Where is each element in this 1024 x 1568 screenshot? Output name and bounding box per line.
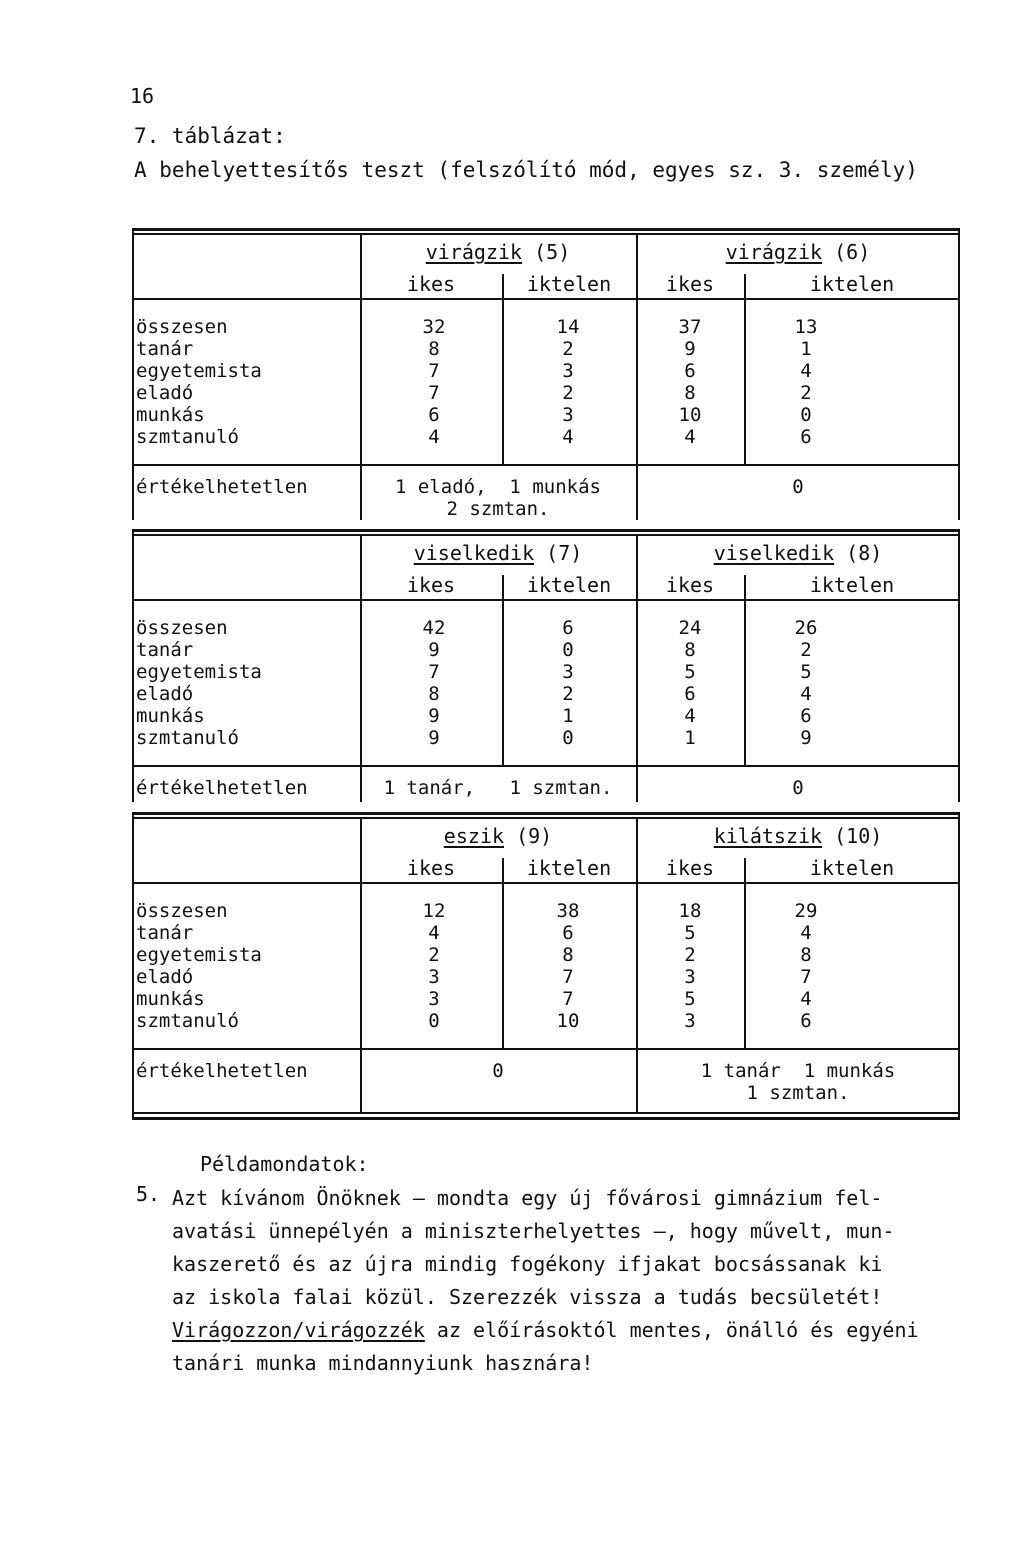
verb-number: (9) [516,824,553,848]
table-rule [132,599,960,601]
table-divider [502,575,504,765]
table-cell: 1 [562,705,574,727]
column-group-header [636,240,960,264]
table-cell: 0 [562,639,574,661]
table-cell: 7 [562,988,574,1010]
table-cell: 3 [684,1010,696,1032]
table-cell: 42 [422,617,446,639]
table-border [132,817,960,819]
table-cell: 8 [684,639,696,661]
table-cell: 4 [428,426,440,448]
table-cell: 6 [428,404,440,426]
table-cell: 6 [800,705,812,727]
row-label: szmtanuló [136,426,239,448]
verb-name: viselkedik [413,541,535,565]
examples-heading: Példamondatok: [200,1152,369,1176]
example-underlined-phrase: Virágozzon/virágozzék [172,1318,425,1342]
table-cell: 24 [678,617,702,639]
column-group-header [636,824,960,848]
table-cell: 7 [562,966,574,988]
row-label: tanár [136,338,194,360]
table-cell: 2 [428,944,440,966]
table-cell: 8 [428,683,440,705]
table-border [132,529,960,532]
table-rule [132,765,960,767]
table-cell: 32 [422,316,446,338]
table-cell: 2 [684,944,696,966]
table-cell: 9 [428,639,440,661]
row-label: összesen [136,617,228,639]
table-border [132,1112,960,1114]
column-group-header [360,240,636,264]
table-rule [132,464,960,466]
column-group-header [360,824,636,848]
row-label: eladó [136,382,194,404]
table-divider [502,858,504,1048]
verb-name: virágzik [425,240,523,264]
table-cell: 7 [428,661,440,683]
row-label: szmtanuló [136,1010,239,1032]
table-cell: 38 [556,900,580,922]
table-cell: 3 [684,966,696,988]
table-cell: 6 [562,617,574,639]
table-divider [744,274,746,464]
table-border [132,1112,134,1120]
table-cell: 3 [562,404,574,426]
table-divider [502,274,504,464]
table-cell: 9 [684,338,696,360]
table-title: A behelyettesítős teszt (felszólító mód, egyes sz. 3. személy) [134,158,918,182]
table-border [132,1117,960,1120]
table-rule [132,298,960,300]
column-header-iktelen: iktelen [526,856,612,880]
table-cell: 8 [684,382,696,404]
table-cell: 4 [800,988,812,1010]
unevaluable-value-a: 1 tanár, 1 szmtan. [383,777,613,799]
row-label: eladó [136,683,194,705]
table-cell: 9 [428,705,440,727]
table-cell: 3 [562,661,574,683]
table-cell: 5 [684,988,696,1010]
unevaluable-value-b: 1 tanár 1 munkás [700,1060,896,1082]
table-border [958,529,960,802]
column-header-iktelen: iktelen [526,573,612,597]
table-cell: 1 [800,338,812,360]
row-label: egyetemista [136,661,262,683]
unevaluable-label: értékelhetetlen [136,1060,308,1082]
table-cell: 5 [800,661,812,683]
column-header-iktelen: iktelen [809,856,895,880]
row-label: tanár [136,922,194,944]
column-group-header [360,541,636,565]
row-label: munkás [136,988,205,1010]
unevaluable-value-b: 1 szmtan. [746,1082,850,1104]
column-header-iktelen: iktelen [809,573,895,597]
example-line: Azt kívánom Önöknek — mondta egy új fővárosi gimnázium fel- [172,1186,883,1210]
table-cell: 4 [800,360,812,382]
table-cell: 4 [800,683,812,705]
row-label: összesen [136,316,228,338]
table-cell: 2 [562,382,574,404]
table-rule [132,882,960,884]
example-line: avatási ünnepélyén a miniszterhelyettes —, hogy művelt, mun- [172,1219,895,1243]
table-border [132,228,134,520]
table-cell: 6 [800,426,812,448]
verb-number: (7) [546,541,583,565]
table-cell: 3 [428,966,440,988]
table-border [132,228,960,231]
table-rule [132,1048,960,1050]
column-header-ikes: ikes [406,856,456,880]
table-cell: 2 [562,683,574,705]
column-header-ikes: ikes [406,272,456,296]
verb-name: virágzik [725,240,823,264]
table-divider [744,858,746,1048]
table-border [132,812,960,815]
column-header-iktelen: iktelen [809,272,895,296]
table-cell: 4 [800,922,812,944]
table-cell: 26 [794,617,818,639]
table-cell: 6 [684,683,696,705]
table-cell: 6 [800,1010,812,1032]
unevaluable-label: értékelhetetlen [136,476,308,498]
row-label: egyetemista [136,944,262,966]
row-label: tanár [136,639,194,661]
table-cell: 3 [428,988,440,1010]
table-cell: 4 [684,426,696,448]
table-cell: 6 [562,922,574,944]
table-border [132,534,960,536]
row-label: szmtanuló [136,727,239,749]
column-header-ikes: ikes [406,573,456,597]
table-cell: 0 [428,1010,440,1032]
table-cell: 9 [800,727,812,749]
table-border [132,529,134,802]
table-cell: 7 [428,382,440,404]
table-cell: 2 [562,338,574,360]
table-cell: 18 [678,900,702,922]
table-cell: 7 [428,360,440,382]
table-cell: 14 [556,316,580,338]
table-cell: 2 [800,382,812,404]
row-label: munkás [136,705,205,727]
row-label: összesen [136,900,228,922]
column-group-header [636,541,960,565]
verb-name: eszik [443,824,505,848]
example-line: kaszerető és az újra mindig fogékony ifjakat bocsássanak ki [172,1252,883,1276]
table-cell: 37 [678,316,702,338]
row-label: egyetemista [136,360,262,382]
column-header-iktelen: iktelen [526,272,612,296]
column-header-ikes: ikes [665,573,715,597]
verb-name: kilátszik [713,824,823,848]
unevaluable-value-b: 0 [792,476,804,498]
verb-number: (8) [846,541,883,565]
row-label: eladó [136,966,194,988]
verb-number: (6) [834,240,871,264]
page-number: 16 [130,84,155,108]
table-cell: 13 [794,316,818,338]
table-cell: 29 [794,900,818,922]
table-cell: 5 [684,922,696,944]
table-cell: 0 [800,404,812,426]
table-cell: 8 [800,944,812,966]
table-cell: 4 [428,922,440,944]
table-cell: 0 [562,727,574,749]
verb-number: (5) [534,240,571,264]
table-cell: 6 [684,360,696,382]
table-border [132,812,134,1112]
unevaluable-value-b: 0 [792,777,804,799]
table-cell: 4 [562,426,574,448]
unevaluable-label: értékelhetetlen [136,777,308,799]
table-cell: 8 [428,338,440,360]
table-cell: 9 [428,727,440,749]
unevaluable-value-a: 1 eladó, 1 munkás [395,476,601,498]
verb-name: viselkedik [713,541,835,565]
column-header-ikes: ikes [665,856,715,880]
unevaluable-value-a: 0 [492,1060,504,1082]
table-cell: 12 [422,900,446,922]
row-label: munkás [136,404,205,426]
table-cell: 10 [678,404,702,426]
unevaluable-value-a: 2 szmtan. [446,498,550,520]
verb-number: (10) [834,824,883,848]
column-header-ikes: ikes [665,272,715,296]
table-cell: 10 [556,1010,580,1032]
table-cell: 2 [800,639,812,661]
table-cell: 7 [800,966,812,988]
table-border [132,233,960,235]
example-line [172,1314,919,1347]
example-line-rest: az előírásoktól mentes, önálló és egyéni [424,1318,919,1342]
example-line: tanári munka mindannyiunk hasznára! [172,1351,594,1375]
table-cell: 5 [684,661,696,683]
example-number: 5. [136,1182,161,1206]
table-caption: 7. táblázat: [134,124,286,148]
example-line: az iskola falai közül. Szerezzék vissza a tudás becsületét! [172,1285,883,1309]
table-border [958,1112,960,1120]
table-cell: 1 [684,727,696,749]
table-cell: 8 [562,944,574,966]
table-cell: 3 [562,360,574,382]
table-cell: 4 [684,705,696,727]
table-divider [744,575,746,765]
